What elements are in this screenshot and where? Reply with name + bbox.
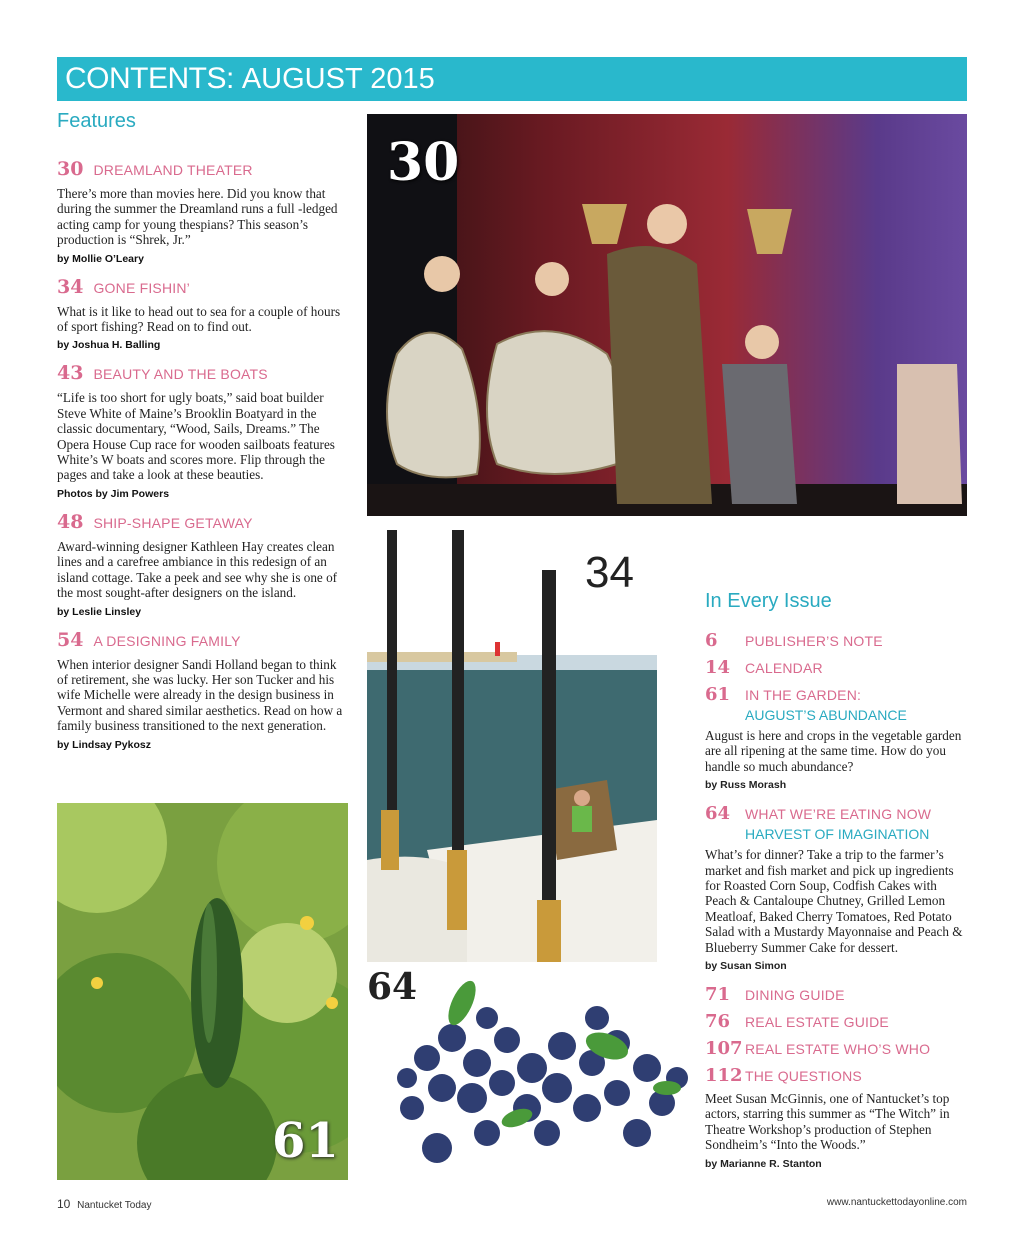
issue-item[interactable] [705, 1011, 967, 1032]
issue-description: What’s for dinner? Take a trip to the farmer’s market and fish market and pick up ingredients for Roasted Corn Soup, Codfish Cakes with Peach & Cantaloupe Chutney, Grilled Lemon Meatloaf, Baked Cherry Tomatoes, Red Potato Salad with a Mustardy Mayonnaise and Peach & Blueberry Summer Cake for dessert. [705, 847, 963, 955]
feature-item[interactable] [57, 629, 347, 751]
contents-label: CONTENTS: [65, 62, 234, 95]
blueberries-photo [367, 968, 702, 1173]
feature-title: BEAUTY AND THE BOATS [93, 366, 268, 383]
issue-description: August is here and crops in the vegetable garden are all ripening at the same time. How do you handle so much abundance? [705, 728, 962, 774]
every-issue-list [705, 630, 967, 1176]
photo-page-label-64: 64 [367, 966, 418, 1008]
footer-url[interactable]: www.nantuckettodayonline.com [826, 1197, 967, 1208]
issue-page-number: 61 [705, 684, 731, 705]
garden-photo [57, 803, 348, 1180]
issue-subtitle: HARVEST OF IMAGINATION [745, 826, 930, 843]
feature-item[interactable] [57, 158, 347, 265]
issue-description: Meet Susan McGinnis, one of Nantucket’s top actors, starring this summer as “The Witch” in Theatre Workshop’s production of Stephen Sondheim’s “Into the Woods.” [705, 1091, 950, 1153]
issue-item[interactable] [705, 684, 967, 791]
feature-description: There’s more than movies here. Did you know that during the summer the Dreamland runs a full -ledged acting camp for young thespians? This season’s production is “Shrek, Jr.” [57, 186, 338, 248]
issue-title: REAL ESTATE WHO’S WHO [745, 1041, 931, 1058]
issue-title: DINING GUIDE [745, 987, 845, 1004]
issue-byline: by Russ Morash [705, 779, 787, 792]
issue-page-number: 64 [705, 803, 731, 825]
feature-item[interactable] [57, 276, 347, 352]
feature-page-number: 43 [57, 362, 84, 385]
feature-title: A DESIGNING FAMILY [93, 632, 241, 649]
feature-byline: by Joshua H. Balling [57, 339, 161, 352]
feature-item[interactable] [57, 362, 347, 499]
issue-month: AUGUST 2015 [241, 62, 435, 95]
page-number: 10 [57, 1197, 71, 1211]
feature-title: GONE FISHIN’ [93, 279, 190, 296]
feature-byline: by Lindsay Pykosz [57, 738, 151, 751]
issue-page-number: 14 [705, 657, 731, 678]
feature-title: SHIP-SHAPE GETAWAY [93, 514, 253, 531]
feature-page-number: 54 [57, 628, 84, 651]
publication-name: Nantucket Today [77, 1200, 152, 1211]
issue-title: PUBLISHER’S NOTE [745, 633, 883, 649]
issue-item[interactable] [705, 803, 967, 972]
issue-page-number: 6 [705, 630, 718, 651]
photo-page-label-34: 34 [585, 548, 634, 597]
issue-page-number: 112 [705, 1065, 743, 1087]
issue-title: WHAT WE’RE EATING NOW [745, 806, 932, 823]
feature-title: DREAMLAND THEATER [93, 162, 253, 178]
feature-byline: Photos by Jim Powers [57, 487, 170, 500]
issue-page-number: 107 [705, 1038, 743, 1060]
every-issue-heading: In Every Issue [705, 590, 832, 612]
feature-page-number: 30 [57, 158, 84, 180]
issue-item[interactable] [705, 1065, 967, 1170]
photo-page-label-61: 61 [272, 1113, 339, 1169]
issue-item[interactable] [705, 657, 967, 678]
issue-byline: by Marianne R. Stanton [705, 1157, 822, 1170]
issue-item[interactable] [705, 984, 967, 1005]
issue-title: THE QUESTIONS [745, 1068, 862, 1085]
footer-left [57, 1197, 151, 1211]
feature-description: What is it like to head out to sea for a couple of hours of sport fishing? Read on to find out. [57, 303, 341, 335]
feature-description: Award-winning designer Kathleen Hay creates clean lines and a carefree ambiance in this redesign of an island cottage. Take a peek and see why she is one of the most sought-after designers on the island. [57, 538, 338, 601]
feature-item[interactable] [57, 511, 347, 618]
issue-page-number: 76 [705, 1011, 731, 1033]
issue-item[interactable] [705, 1038, 967, 1059]
feature-page-number: 34 [57, 275, 84, 298]
features-list [57, 158, 347, 762]
issue-item[interactable] [705, 630, 967, 651]
issue-title: REAL ESTATE GUIDE [745, 1014, 889, 1031]
issue-byline: by Susan Simon [705, 960, 787, 973]
issue-title: CALENDAR [745, 660, 823, 676]
issue-title: IN THE GARDEN: [745, 687, 862, 703]
features-heading: Features [57, 110, 136, 132]
contents-banner [57, 57, 967, 101]
feature-byline: by Leslie Linsley [57, 605, 142, 618]
issue-page-number: 71 [705, 984, 731, 1006]
feature-description: When interior designer Sandi Holland began to think of retirement, she was lucky. Her son Tucker and his wife Michelle were already in the design business in Vermont and shared similar aesthetics. Read on how a family business transitioned to the next generation. [57, 656, 343, 734]
theater-photo [367, 114, 967, 516]
feature-page-number: 48 [57, 510, 84, 533]
feature-byline: by Mollie O’Leary [57, 252, 144, 265]
issue-subtitle: AUGUST’S ABUNDANCE [745, 707, 907, 723]
photo-page-label-30: 30 [387, 132, 460, 193]
feature-description: “Life is too short for ugly boats,” said boat builder Steve White of Maine’s Brooklin Boatyard in the classic documentary, “Wood, Sails, Dreams.” The Opera House Cup race for wooden sailboats features White’s W boats and scores more. Flip through the pages and take a look at these beauties. [57, 390, 335, 483]
